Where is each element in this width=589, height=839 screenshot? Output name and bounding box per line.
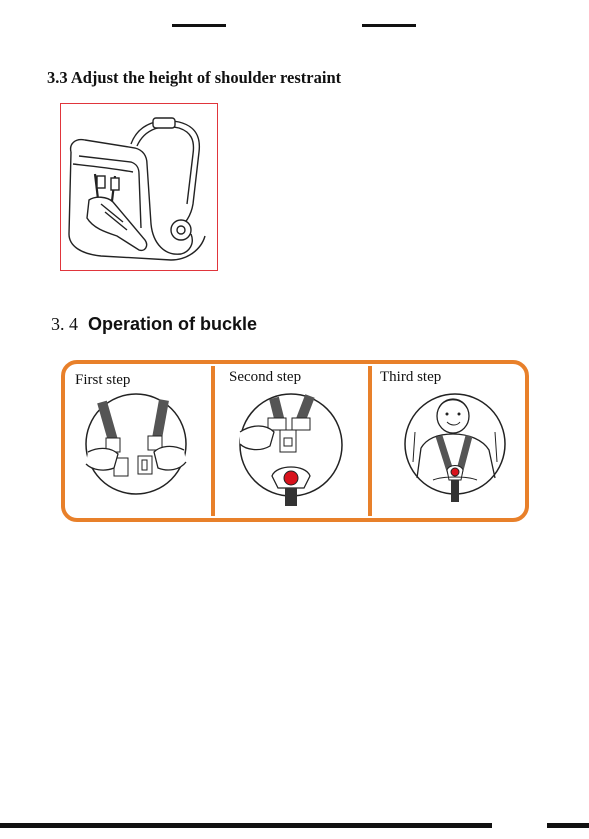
panel-divider-1: [211, 366, 215, 516]
footer-rule: [0, 823, 492, 828]
step-label-second: Second step: [229, 369, 302, 385]
car-seat-illustration: [60, 103, 218, 271]
step-label-third: Third step: [380, 369, 442, 385]
panel-divider-2: [368, 366, 372, 516]
first-step-illustration: [84, 392, 188, 496]
header-rule-left: [172, 24, 226, 27]
header-rule-right: [362, 24, 416, 27]
step-label-first: First step: [75, 372, 131, 388]
section-number: 3. 4: [51, 314, 78, 334]
section-3-3-heading: 3.3 Adjust the height of shoulder restraint: [47, 68, 342, 87]
section-title: Operation of buckle: [88, 314, 258, 334]
footer-rule-right: [547, 823, 589, 828]
second-step-illustration: [238, 392, 344, 507]
section-3-4-heading: [51, 314, 257, 335]
third-step-illustration: [403, 392, 507, 504]
